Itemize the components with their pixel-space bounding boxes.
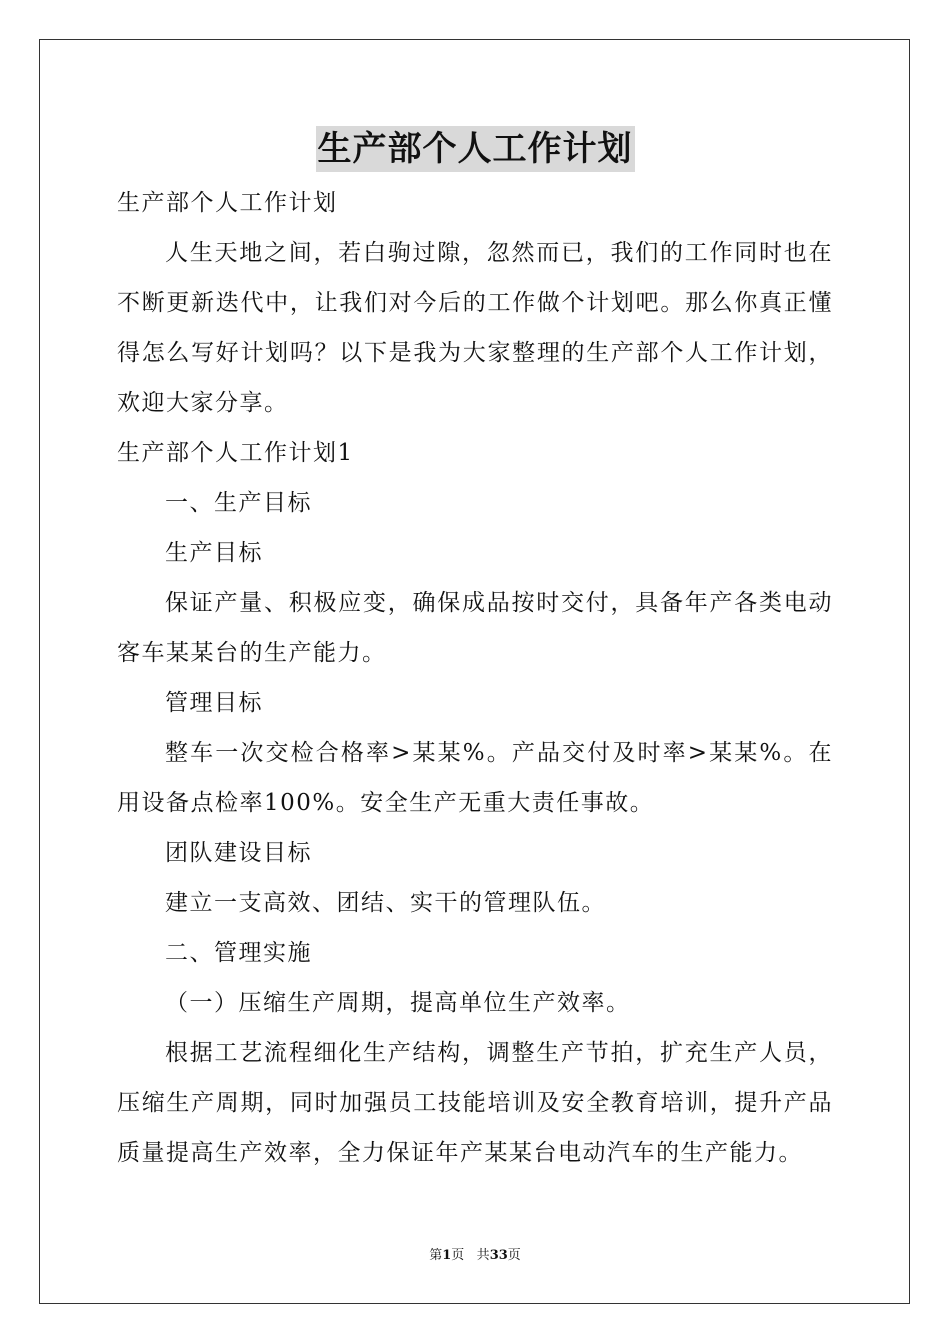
footer-page-word: 页 [451,1248,465,1263]
document-body [117,178,833,1178]
subheading: 生产目标 [165,540,263,566]
current-page-number: 1 [442,1248,452,1263]
section-heading: 二、管理实施 [165,940,312,966]
title-area [0,126,950,172]
paragraph: 建立一支高效、团结、实干的管理队伍。 [165,890,606,916]
paragraph: 生产部个人工作计划 [117,190,338,216]
subheading: （一）压缩生产周期，提高单位生产效率。 [165,990,631,1016]
page-footer [0,1246,950,1266]
section-heading: 一、生产目标 [165,490,312,516]
paragraph: 根据工艺流程细化生产结构，调整生产节拍，扩充生产人员，压缩生产周期，同时加强员工技能培训及安全教育培训，提升产品质量提高生产效率，全力保证年产某某台电动汽车的生产能力。 [117,1040,833,1166]
subheading: 团队建设目标 [165,840,312,866]
paragraph: 保证产量、积极应变，确保成品按时交付，具备年产各类电动客车某某台的生产能力。 [117,590,833,666]
paragraph: 人生天地之间，若白驹过隙，忽然而已，我们的工作同时也在不断更新迭代中，让我们对今后的工作做个计划吧。那么你真正懂得怎么写好计划吗？以下是我为大家整理的生产部个人工作计划，欢迎大家分享。 [117,240,833,416]
footer-prefix: 第 [429,1248,443,1263]
paragraph: 整车一次交检合格率>某某%。产品交付及时率>某某%。在用设备点检率100%。安全生产无重大责任事故。 [117,740,833,816]
subheading: 管理目标 [165,690,263,716]
footer-total-prefix: 共 [476,1248,490,1263]
paragraph: 生产部个人工作计划1 [117,440,354,466]
total-page-count: 33 [489,1248,508,1263]
document-title: 生产部个人工作计划 [316,126,635,172]
footer-total-suffix: 页 [507,1248,521,1263]
